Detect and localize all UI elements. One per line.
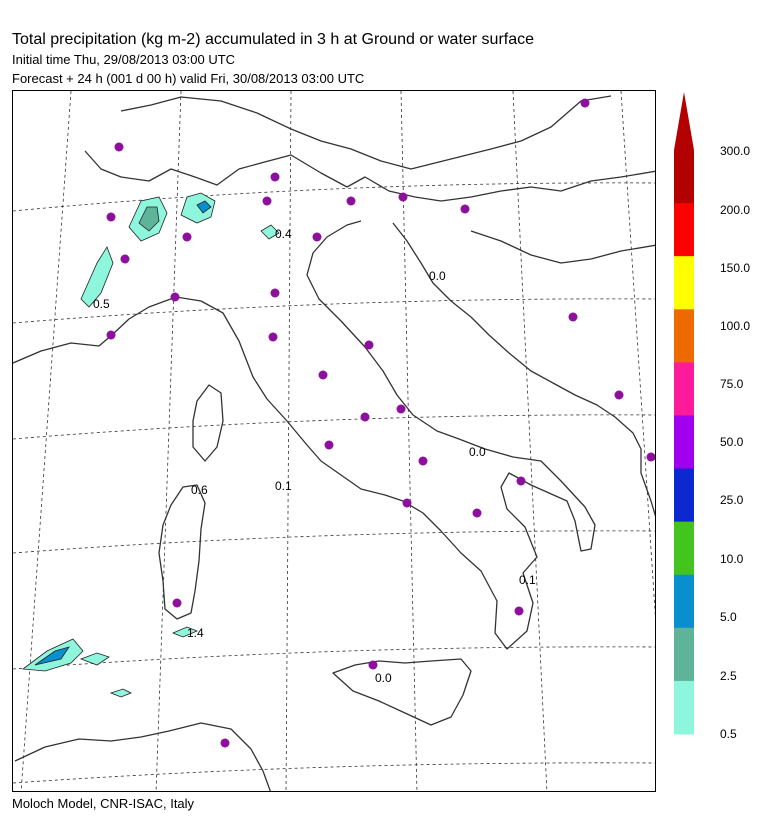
station-marker xyxy=(183,233,192,242)
value-label: 0.0 xyxy=(469,445,486,459)
value-label: 0.0 xyxy=(375,671,392,685)
station-marker xyxy=(361,413,370,422)
legend-color-bar xyxy=(674,415,694,469)
adriatic-east-coast xyxy=(393,223,656,521)
precip-area xyxy=(111,689,131,697)
corsica-coast xyxy=(193,385,223,461)
station-marker xyxy=(397,405,406,414)
alps-border xyxy=(85,151,656,201)
value-label: 0.6 xyxy=(191,483,208,497)
station-marker xyxy=(647,453,656,462)
station-marker xyxy=(269,333,278,342)
value-label: 0.1 xyxy=(275,479,292,493)
legend-color-bar xyxy=(674,522,694,576)
legend-label: 300.0 xyxy=(720,144,751,158)
france-coast xyxy=(13,343,99,363)
meridian-line xyxy=(21,91,71,792)
parallel-line xyxy=(13,647,656,669)
legend-bars xyxy=(674,150,694,735)
value-label: 0.5 xyxy=(93,297,110,311)
legend-color-bar xyxy=(674,628,694,682)
legend-label: 150.0 xyxy=(720,261,751,275)
station-marker xyxy=(461,205,470,214)
station-marker xyxy=(399,193,408,202)
station-marker xyxy=(173,599,182,608)
station-marker xyxy=(473,509,482,518)
station-marker xyxy=(313,233,322,242)
legend-labels xyxy=(720,144,750,741)
sicily-coast xyxy=(333,659,471,725)
precip-area xyxy=(81,653,109,665)
forecast-valid-time: Forecast + 24 h (001 d 00 h) valid Fri, 30/08/2013 03:00 UTC xyxy=(12,71,365,86)
legend-color-bar xyxy=(674,256,694,310)
station-marker xyxy=(171,293,180,302)
legend-color-bar xyxy=(674,150,694,204)
value-label: 0.1 xyxy=(519,573,536,587)
africa-coast xyxy=(15,723,271,792)
parallel-line xyxy=(13,183,656,211)
station-marker xyxy=(515,607,524,616)
meridian-line xyxy=(156,91,181,792)
graticule xyxy=(13,91,656,792)
station-marker xyxy=(263,197,272,206)
station-marker xyxy=(569,313,578,322)
initial-time: Initial time Thu, 29/08/2013 03:00 UTC xyxy=(12,52,236,67)
legend-arrow xyxy=(674,92,694,150)
station-marker xyxy=(271,173,280,182)
model-credit: Moloch Model, CNR-ISAC, Italy xyxy=(12,796,195,811)
station-marker xyxy=(369,661,378,670)
legend-label: 50.0 xyxy=(720,435,744,449)
legend-label: 200.0 xyxy=(720,203,751,217)
legend-label: 0.5 xyxy=(720,727,737,741)
legend-label: 10.0 xyxy=(720,552,744,566)
parallel-line xyxy=(13,531,656,553)
station-marker xyxy=(319,371,328,380)
precipitation-shading xyxy=(23,193,279,697)
map-canvas xyxy=(13,91,656,792)
value-label: 0.0 xyxy=(429,269,446,283)
legend-label: 2.5 xyxy=(720,669,737,683)
legend-label: 100.0 xyxy=(720,319,751,333)
map-title: Total precipitation (kg m-2) accumulated in 3 h at Ground or water surface xyxy=(12,31,535,48)
parallel-line xyxy=(13,763,656,783)
meridian-line xyxy=(513,91,547,792)
station-marker xyxy=(581,99,590,108)
meridian-line xyxy=(286,91,291,792)
station-marker xyxy=(419,457,428,466)
coastlines xyxy=(13,96,656,792)
legend-color-bar xyxy=(674,469,694,523)
station-marker xyxy=(517,477,526,486)
legend-color-bar xyxy=(674,681,694,735)
station-marker xyxy=(615,391,624,400)
station-marker xyxy=(365,341,374,350)
legend-color-bar xyxy=(674,203,694,257)
value-label: 1.4 xyxy=(187,626,204,640)
legend-color-bar xyxy=(674,575,694,629)
legend-color-bar xyxy=(674,309,694,363)
station-marker xyxy=(115,143,124,152)
station-marker xyxy=(121,255,130,264)
station-marker xyxy=(347,197,356,206)
value-labels xyxy=(93,227,536,685)
value-label: 0.4 xyxy=(275,227,292,241)
balkan-inland xyxy=(471,231,656,263)
legend-color-bar xyxy=(674,362,694,416)
station-marker xyxy=(325,441,334,450)
station-marker xyxy=(403,499,412,508)
precipitation-map xyxy=(12,90,656,792)
station-marker xyxy=(107,213,116,222)
legend-label: 25.0 xyxy=(720,493,744,507)
parallel-line xyxy=(13,415,656,439)
northern-border xyxy=(121,96,611,169)
station-marker xyxy=(271,289,280,298)
station-marker xyxy=(107,331,116,340)
station-marker xyxy=(221,739,230,748)
legend-label: 75.0 xyxy=(720,377,744,391)
legend-label: 5.0 xyxy=(720,610,737,624)
